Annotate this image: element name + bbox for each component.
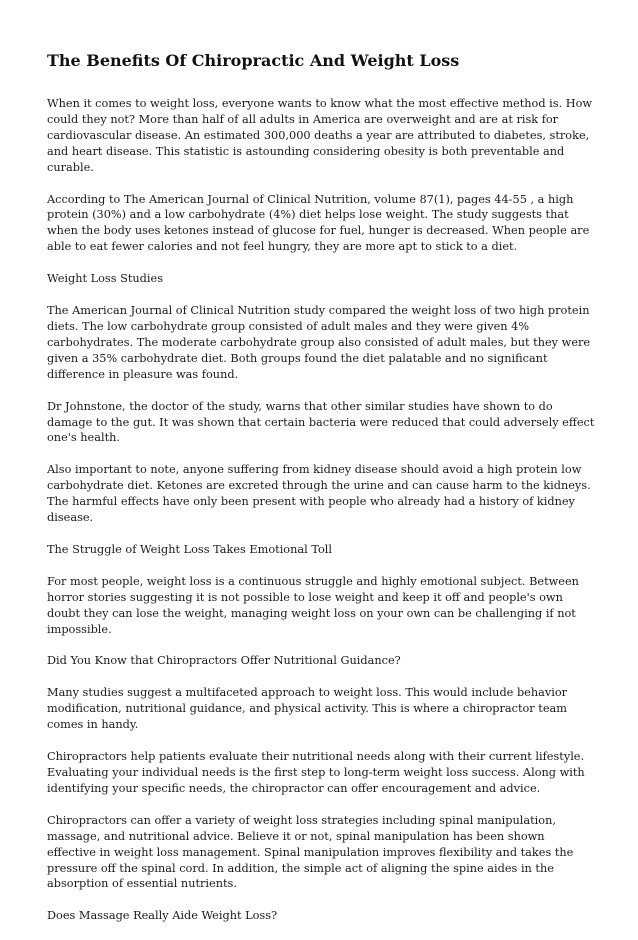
paragraph-evaluate-needs: Chiropractors help patients evaluate their nutritional needs along with their current lifestyle. Evaluating your individual needs is the first step to long-term weight loss success. Along with identifying your specific needs, the chiropractor can offer encouragement and advice.: [47, 750, 585, 795]
paragraph-strategies: Chiropractors can offer a variety of weight loss strategies including spinal manipulation, massage, and nutritional advice. Believe it or not, spinal manipulation has been shown effective in weight loss management. Spinal manipulation improves flexibility and takes the pressure off the spinal cord. In addition, the simple act of aligning the spine aides in the absorption of essential nutrients.: [47, 813, 574, 891]
section-heading-emotional-toll: The Struggle of Weight Loss Takes Emotional Toll: [47, 542, 333, 556]
section-heading-weight-loss-studies: Weight Loss Studies: [47, 272, 163, 286]
paragraph-study-comparison: The American Journal of Clinical Nutrition study compared the weight loss of two high protein diets. The low carbohydrate group consisted of adult males and they were given 4% carbohydrates. The moderate carbohydrate group also consisted of adult males, but they were given a 35% carbohydrate diet. Both groups found the diet palatable and no significant difference in pleasure was found.: [47, 304, 591, 381]
section-heading-nutritional-guidance: Did You Know that Chiropractors Offer Nutritional Guidance?: [47, 654, 401, 668]
paragraph-intro: When it comes to weight loss, everyone wants to know what the most effective method is. How could they not? More than half of all adults in America are overweight and are at risk for cardiovascular disease. An estimated 300,000 deaths a year are attributed to diabetes, stroke, and heart disease. This statistic is astounding considering obesity is both preventable and curable.: [47, 97, 593, 174]
section-heading-massage: Does Massage Really Aide Weight Loss?: [47, 909, 278, 923]
paragraph-emotional-struggle: For most people, weight loss is a continuous struggle and highly emotional subject. Between horror stories suggesting it is not possible to lose weight and keep it off and people's own doubt they can lose the weight, managing weight loss on your own can be challenging if not impossible.: [47, 574, 579, 636]
paragraph-journal-study: According to The American Journal of Clinical Nutrition, volume 87(1), pages 44-55 , a high protein (30%) and a low carbohydrate (4%) diet helps lose weight. The study suggests that when the body uses ketones instead of glucose for fuel, hunger is decreased. When people are able to eat fewer calories and not feel hungry, they are more apt to stick to a diet.: [47, 192, 590, 254]
page-title: The Benefits Of Chiropractic And Weight Loss: [47, 51, 460, 70]
paragraph-dr-johnstone: Dr Johnstone, the doctor of the study, warns that other similar studies have shown to do damage to the gut. It was shown that certain bacteria were reduced that could adversely effect one's health.: [47, 399, 595, 445]
document-page: [47, 50, 595, 940]
paragraph-multifaceted-approach: Many studies suggest a multifaceted approach to weight loss. This would include behavior modification, nutritional guidance, and physical activity. This is where a chiropractor team comes in handy.: [47, 686, 568, 732]
paragraph-kidney-disease: Also important to note, anyone suffering from kidney disease should avoid a high protein low carbohydrate diet. Ketones are excreted through the urine and can cause harm to the kidneys. The harmful effects have only been present with people who already had a history of kidney disease.: [47, 463, 591, 525]
